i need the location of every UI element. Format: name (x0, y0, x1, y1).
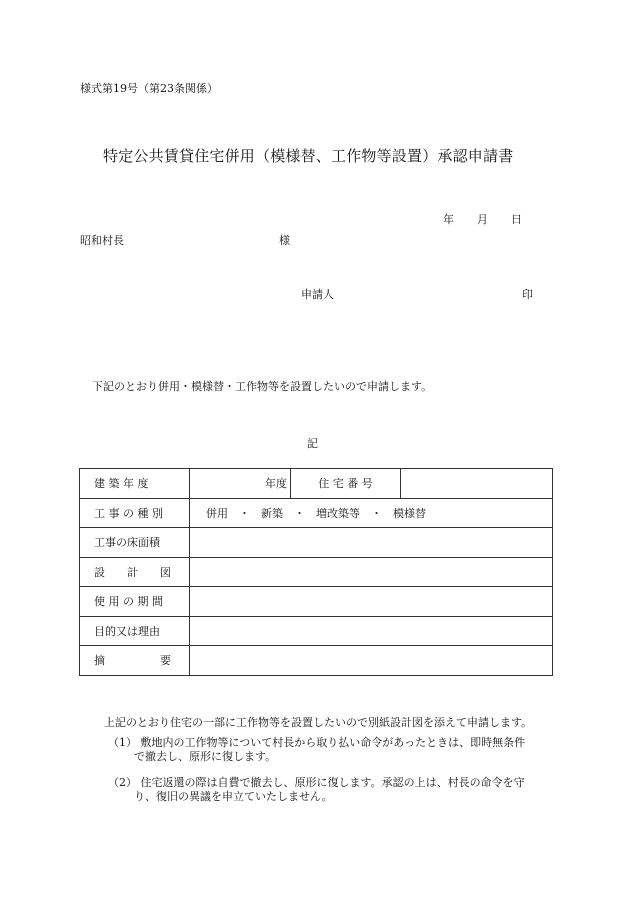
work-type-moyougae[interactable]: 模様替 (393, 506, 426, 520)
table-row (80, 616, 553, 646)
seal-label: 印 (522, 288, 533, 301)
date-line (443, 211, 522, 227)
table-row (80, 557, 553, 587)
note-item (108, 776, 525, 804)
applicant-label: 申請人 (301, 288, 334, 301)
table-row (80, 646, 553, 676)
floor-area-field[interactable] (190, 528, 553, 558)
application-table (79, 468, 553, 676)
table-row (80, 528, 553, 558)
row-label-floor-area: 工事の床面積 (80, 528, 190, 558)
row-label-usage-period: 使 用 の 期 間 (80, 587, 190, 617)
row-label-work-type: 工 事 の 種 別 (80, 498, 190, 528)
house-number-field[interactable] (401, 469, 553, 499)
table-row (80, 498, 553, 528)
work-type-heiyou[interactable]: 併用 (206, 506, 228, 520)
note-number: （1） (108, 736, 137, 749)
intro-text: 下記のとおり併用・模様替・工作物等を設置したいので申請します。 (92, 380, 433, 393)
date-year: 年 (443, 213, 454, 226)
usage-period-field[interactable] (190, 587, 553, 617)
design-drawing-field[interactable] (190, 557, 553, 587)
date-month: 月 (477, 213, 488, 226)
remarks-field[interactable] (190, 646, 553, 676)
note-text: 敷地内の工作物等について村長から取り払い命令があったときは、即時無条件 (140, 736, 526, 749)
row-label-house-number: 住 宅 番 号 (291, 469, 401, 499)
note-text-continued: り、復旧の異議を申立ていたしません。 (134, 790, 333, 803)
separator: ・ (371, 506, 382, 520)
addressee: 昭和村長 (80, 234, 124, 247)
work-type-zoukaichiku[interactable]: 増改築等 (316, 506, 360, 520)
note-number: （2） (108, 776, 137, 789)
notes-lead: 上記のとおり住宅の一部に工作物等を設置したいので別紙設計図を添えて申請します。 (104, 716, 533, 729)
honorific: 様 (279, 234, 290, 247)
row-label-purpose: 目的又は理由 (80, 616, 190, 646)
date-day: 日 (511, 213, 522, 226)
separator: ・ (239, 506, 250, 520)
note-item (108, 736, 525, 764)
purpose-field[interactable] (190, 616, 553, 646)
ki-heading: 記 (307, 437, 318, 450)
table-row (80, 587, 553, 617)
row-label-construction-year: 建 築 年 度 (80, 469, 190, 499)
note-text-continued: で撤去し、原形に復します。 (134, 750, 277, 763)
work-type-shinchiku[interactable]: 新築 (261, 506, 283, 520)
construction-year-field[interactable]: 年度 (190, 469, 291, 499)
row-label-design-drawing: 設 計 図 (80, 557, 190, 587)
table-row (80, 469, 553, 499)
separator: ・ (294, 506, 305, 520)
work-type-options[interactable] (190, 498, 553, 528)
note-text: 住宅返還の際は自費で撤去し、原形に復します。承認の上は、村長の命令を守 (140, 776, 525, 789)
form-number: 様式第19号（第23条関係） (80, 82, 218, 95)
document-title: 特定公共賃貸住宅併用（模様替、工作物等設置）承認申請書 (103, 147, 514, 165)
row-label-remarks: 摘 要 (80, 646, 190, 676)
